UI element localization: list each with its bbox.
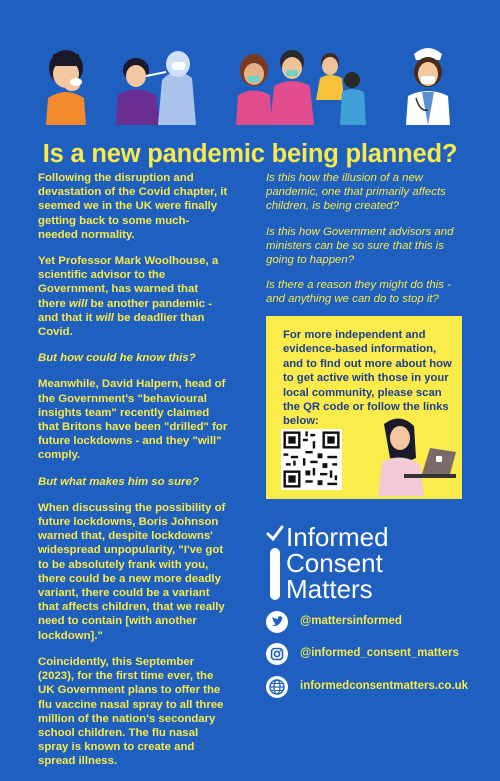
right-column: [266, 171, 472, 318]
paragraph-intro: Following the disruption and devastation of the Covid chapter, it seemed we in the UK were finally getting back to some much-needed normality.: [38, 172, 228, 241]
info-box: [266, 316, 462, 499]
nurse-illustration: [398, 40, 458, 125]
paragraph-johnson: When discussing the possibility of future lockdowns, Boris Johnson warned that, despite lockdowns' widespread unpopularity, "I've got to be absolutely frank with you, there could be a new more deadly variant, there could be a variant that affects children, that we really need to contain [with another lockdown].": [38, 501, 226, 642]
paragraph-woolhouse: Yet Professor Mark Woolhouse, a scientific advisor to the Government, has warned that there will be another pandemic - and that it will be deadlier than Covid.: [38, 255, 219, 339]
page-title: Is a new pandemic being planned?: [42, 140, 458, 168]
logo-line-3: Matters: [286, 574, 373, 604]
question-how-know: But how could he know this?: [38, 352, 196, 365]
twitter-link[interactable]: [266, 611, 496, 635]
logo-line-2: Consent: [286, 548, 383, 578]
info-box-text: For more independent and evidence-based information, and to fInd out more about how to get active with those in your local community, please scan the QR code or follow the links below:: [283, 329, 452, 428]
paragraph-halpern: Meanwhile, David Halpern, head of the Government's "behavioural insights team" recently claimed that Britons have been "drilled" for future lockdowns - and they "will" comply.: [38, 378, 228, 462]
illustrations-banner: [30, 40, 470, 125]
instagram-icon: [266, 643, 288, 665]
globe-icon: [266, 676, 288, 698]
instagram-link[interactable]: [266, 643, 496, 667]
instagram-handle: @informed_consent_matters: [300, 647, 459, 659]
family-masks-illustration: [230, 40, 370, 125]
website-link[interactable]: [266, 676, 496, 700]
twitter-icon: [266, 611, 288, 633]
website-url: informedconsentmatters.co.uk: [300, 680, 469, 692]
question-illusion: Is this how the illusion of a new pandemic, one that primarily affects children, is being created?: [266, 172, 446, 213]
logo-line-1: Informed: [286, 522, 389, 552]
question-advisors: Is this how Government advisors and ministers can be so sure that this is going to happen?: [266, 225, 454, 267]
qr-code[interactable]: [281, 429, 342, 490]
question-so-sure: But what makes him so sure?: [38, 475, 199, 488]
left-column: [38, 171, 228, 781]
question-reason: Is there a reason they might do this - and anything we can do to stop it?: [266, 279, 451, 306]
checkmark-icon: [266, 524, 284, 602]
woman-laptop-illustration: [364, 414, 460, 496]
coughing-boy-illustration: [38, 40, 93, 125]
swab-test-illustration: [100, 40, 210, 125]
paragraph-flu-spray: Coincidently, this September (2023), for the first time ever, the UK Government plans to offer the flu vaccine nasal spray to all three million of the nation's secondary school children. The flu nasal spray is known to create and spread illness.: [38, 655, 224, 768]
informed-consent-matters-logo: [266, 522, 476, 602]
twitter-handle: @mattersinformed: [300, 615, 402, 627]
